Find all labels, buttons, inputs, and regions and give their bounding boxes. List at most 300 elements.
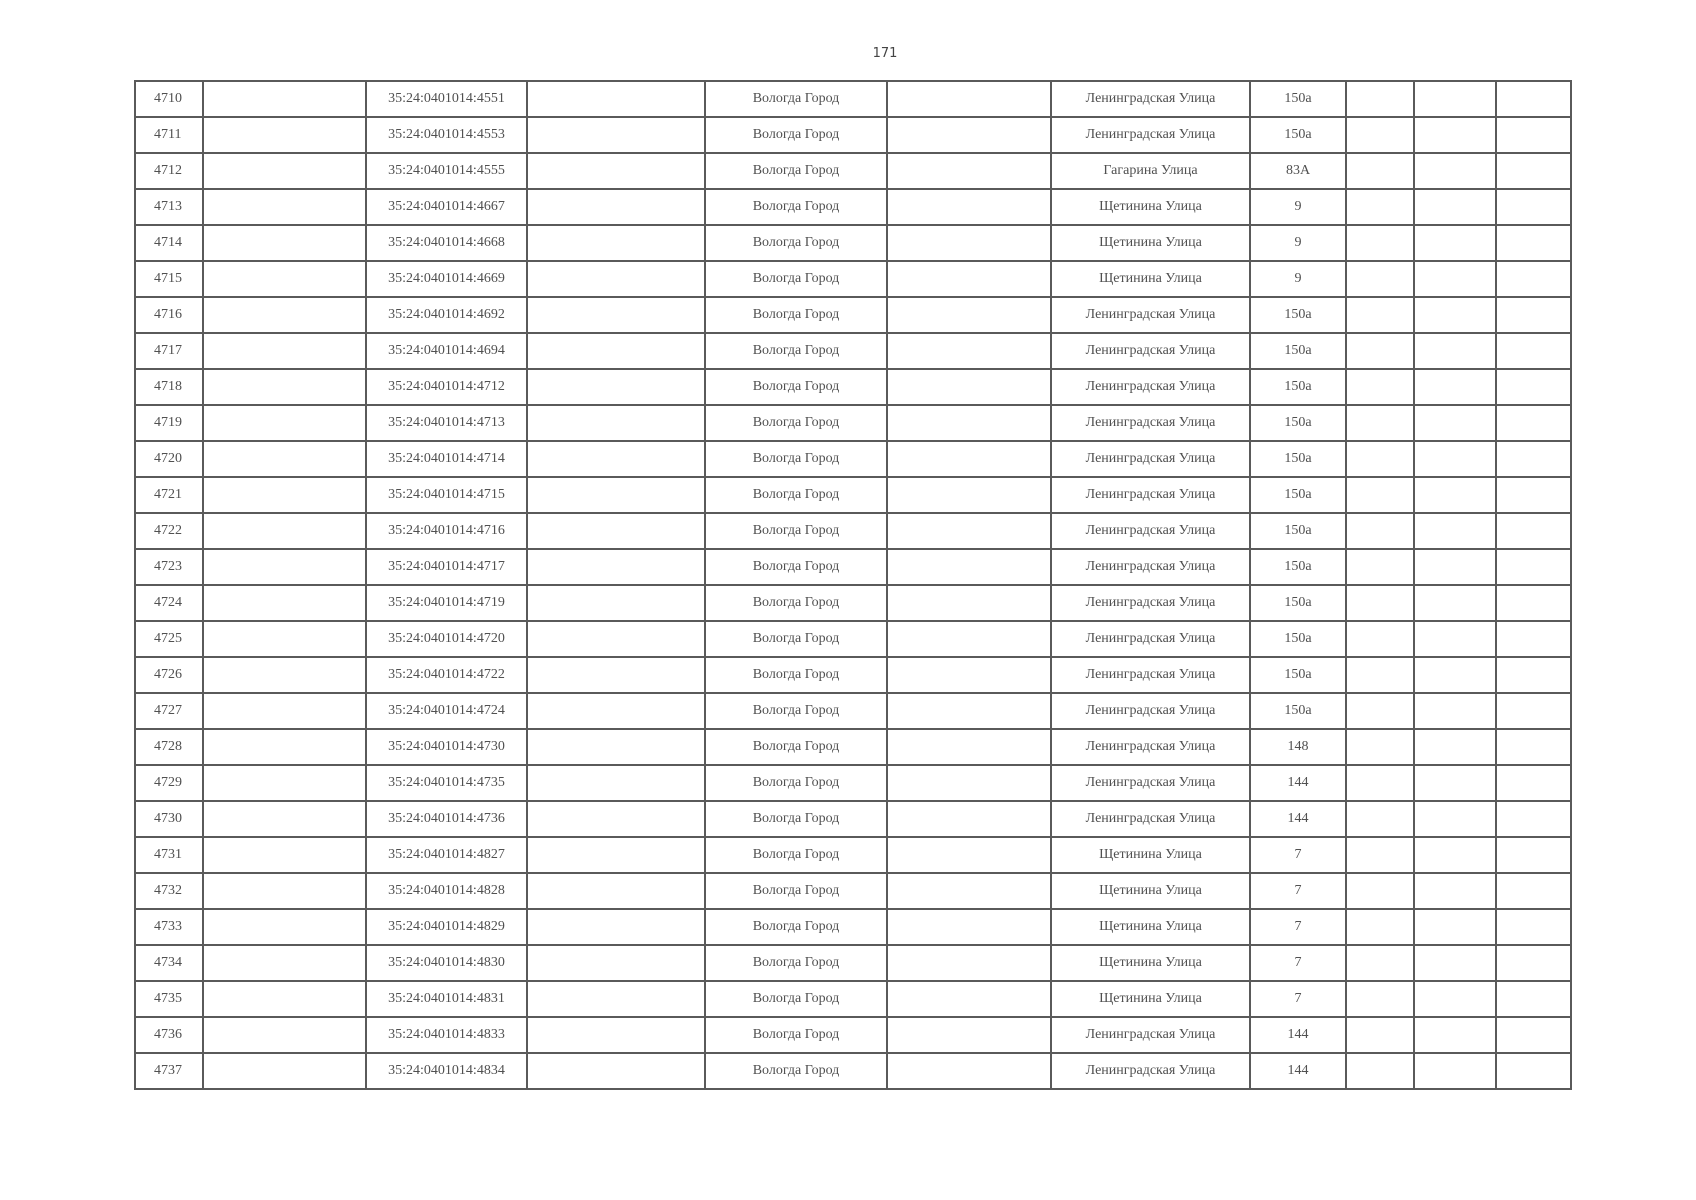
cadastral-number-cell: 35:24:0401014:4722 — [366, 657, 527, 693]
table-row — [135, 693, 1571, 729]
city-cell: Вологда Город — [705, 981, 887, 1017]
empty-cell — [1346, 981, 1414, 1017]
cadastral-number-cell: 35:24:0401014:4730 — [366, 729, 527, 765]
house-number-cell: 150а — [1250, 549, 1346, 585]
empty-cell — [1414, 405, 1496, 441]
empty-cell — [527, 441, 705, 477]
empty-cell — [1414, 801, 1496, 837]
street-cell: Щетинина Улица — [1051, 225, 1250, 261]
empty-cell — [1496, 909, 1571, 945]
house-number-cell: 150а — [1250, 297, 1346, 333]
cadastral-number-cell: 35:24:0401014:4692 — [366, 297, 527, 333]
empty-cell — [887, 297, 1051, 333]
city-cell: Вологда Город — [705, 765, 887, 801]
empty-cell — [203, 369, 366, 405]
empty-cell — [1346, 693, 1414, 729]
empty-cell — [887, 549, 1051, 585]
empty-cell — [1414, 225, 1496, 261]
city-cell: Вологда Город — [705, 729, 887, 765]
table-row — [135, 765, 1571, 801]
empty-cell — [203, 909, 366, 945]
empty-cell — [1346, 441, 1414, 477]
cadastral-number-cell: 35:24:0401014:4555 — [366, 153, 527, 189]
empty-cell — [1496, 405, 1571, 441]
city-cell: Вологда Город — [705, 333, 887, 369]
empty-cell — [887, 441, 1051, 477]
table-row — [135, 189, 1571, 225]
empty-cell — [1346, 945, 1414, 981]
empty-cell — [887, 189, 1051, 225]
empty-cell — [203, 873, 366, 909]
empty-cell — [1414, 945, 1496, 981]
table-row — [135, 81, 1571, 117]
table-row — [135, 549, 1571, 585]
empty-cell — [203, 189, 366, 225]
table-row — [135, 729, 1571, 765]
cadastral-number-cell: 35:24:0401014:4669 — [366, 261, 527, 297]
empty-cell — [1414, 81, 1496, 117]
house-number-cell: 150а — [1250, 693, 1346, 729]
empty-cell — [1414, 153, 1496, 189]
city-cell: Вологда Город — [705, 513, 887, 549]
cadastral-number-cell: 35:24:0401014:4716 — [366, 513, 527, 549]
empty-cell — [1414, 909, 1496, 945]
street-cell: Щетинина Улица — [1051, 873, 1250, 909]
empty-cell — [1496, 369, 1571, 405]
empty-cell — [1346, 153, 1414, 189]
house-number-cell: 150а — [1250, 621, 1346, 657]
empty-cell — [887, 1017, 1051, 1053]
cadastral-number-cell: 35:24:0401014:4735 — [366, 765, 527, 801]
empty-cell — [1346, 117, 1414, 153]
empty-cell — [527, 585, 705, 621]
empty-cell — [887, 765, 1051, 801]
city-cell: Вологда Город — [705, 909, 887, 945]
house-number-cell: 144 — [1250, 801, 1346, 837]
empty-cell — [203, 153, 366, 189]
row-number-cell: 4729 — [135, 765, 203, 801]
table-row — [135, 945, 1571, 981]
registry-body — [135, 81, 1571, 1089]
empty-cell — [203, 693, 366, 729]
empty-cell — [887, 225, 1051, 261]
empty-cell — [1414, 693, 1496, 729]
empty-cell — [527, 333, 705, 369]
empty-cell — [1346, 873, 1414, 909]
empty-cell — [1346, 549, 1414, 585]
empty-cell — [527, 873, 705, 909]
street-cell: Ленинградская Улица — [1051, 333, 1250, 369]
empty-cell — [1414, 621, 1496, 657]
street-cell: Ленинградская Улица — [1051, 585, 1250, 621]
table-row — [135, 873, 1571, 909]
empty-cell — [527, 981, 705, 1017]
table-row — [135, 117, 1571, 153]
empty-cell — [203, 225, 366, 261]
table-row — [135, 261, 1571, 297]
table-row — [135, 837, 1571, 873]
empty-cell — [887, 621, 1051, 657]
empty-cell — [1496, 333, 1571, 369]
empty-cell — [203, 981, 366, 1017]
empty-cell — [1414, 549, 1496, 585]
table-row — [135, 909, 1571, 945]
empty-cell — [887, 729, 1051, 765]
street-cell: Ленинградская Улица — [1051, 1017, 1250, 1053]
empty-cell — [1414, 1053, 1496, 1089]
street-cell: Ленинградская Улица — [1051, 369, 1250, 405]
empty-cell — [203, 333, 366, 369]
city-cell: Вологда Город — [705, 693, 887, 729]
empty-cell — [1346, 585, 1414, 621]
street-cell: Гагарина Улица — [1051, 153, 1250, 189]
table-row — [135, 369, 1571, 405]
empty-cell — [527, 405, 705, 441]
empty-cell — [527, 225, 705, 261]
house-number-cell: 144 — [1250, 765, 1346, 801]
empty-cell — [1414, 981, 1496, 1017]
empty-cell — [527, 765, 705, 801]
street-cell: Щетинина Улица — [1051, 981, 1250, 1017]
row-number-cell: 4722 — [135, 513, 203, 549]
cadastral-number-cell: 35:24:0401014:4829 — [366, 909, 527, 945]
table-row — [135, 297, 1571, 333]
empty-cell — [1414, 657, 1496, 693]
cadastral-number-cell: 35:24:0401014:4720 — [366, 621, 527, 657]
house-number-cell: 9 — [1250, 261, 1346, 297]
city-cell: Вологда Город — [705, 657, 887, 693]
row-number-cell: 4723 — [135, 549, 203, 585]
street-cell: Ленинградская Улица — [1051, 621, 1250, 657]
empty-cell — [527, 81, 705, 117]
cadastral-number-cell: 35:24:0401014:4831 — [366, 981, 527, 1017]
empty-cell — [1346, 333, 1414, 369]
street-cell: Щетинина Улица — [1051, 837, 1250, 873]
house-number-cell: 150а — [1250, 477, 1346, 513]
city-cell: Вологда Город — [705, 873, 887, 909]
empty-cell — [887, 1053, 1051, 1089]
city-cell: Вологда Город — [705, 225, 887, 261]
table-row — [135, 1053, 1571, 1089]
empty-cell — [203, 405, 366, 441]
empty-cell — [1346, 477, 1414, 513]
table-row — [135, 621, 1571, 657]
empty-cell — [887, 405, 1051, 441]
cadastral-number-cell: 35:24:0401014:4712 — [366, 369, 527, 405]
house-number-cell: 150а — [1250, 405, 1346, 441]
empty-cell — [527, 837, 705, 873]
empty-cell — [527, 693, 705, 729]
house-number-cell: 150а — [1250, 585, 1346, 621]
empty-cell — [1496, 873, 1571, 909]
empty-cell — [1346, 621, 1414, 657]
empty-cell — [1346, 225, 1414, 261]
empty-cell — [1414, 513, 1496, 549]
page-number: 171 — [872, 46, 898, 61]
empty-cell — [887, 981, 1051, 1017]
empty-cell — [887, 153, 1051, 189]
street-cell: Ленинградская Улица — [1051, 81, 1250, 117]
empty-cell — [887, 873, 1051, 909]
house-number-cell: 9 — [1250, 189, 1346, 225]
empty-cell — [203, 657, 366, 693]
empty-cell — [1346, 369, 1414, 405]
house-number-cell: 148 — [1250, 729, 1346, 765]
empty-cell — [1496, 189, 1571, 225]
cadastral-number-cell: 35:24:0401014:4713 — [366, 405, 527, 441]
empty-cell — [527, 297, 705, 333]
table-row — [135, 657, 1571, 693]
empty-cell — [527, 909, 705, 945]
empty-cell — [1496, 297, 1571, 333]
cadastral-number-cell: 35:24:0401014:4736 — [366, 801, 527, 837]
empty-cell — [203, 117, 366, 153]
row-number-cell: 4711 — [135, 117, 203, 153]
empty-cell — [527, 477, 705, 513]
cadastral-number-cell: 35:24:0401014:4714 — [366, 441, 527, 477]
empty-cell — [887, 513, 1051, 549]
empty-cell — [1496, 945, 1571, 981]
cadastral-number-cell: 35:24:0401014:4828 — [366, 873, 527, 909]
row-number-cell: 4728 — [135, 729, 203, 765]
city-cell: Вологда Город — [705, 81, 887, 117]
city-cell: Вологда Город — [705, 837, 887, 873]
empty-cell — [1346, 657, 1414, 693]
table-row — [135, 801, 1571, 837]
empty-cell — [1346, 189, 1414, 225]
table-row — [135, 1017, 1571, 1053]
table-row — [135, 513, 1571, 549]
house-number-cell: 9 — [1250, 225, 1346, 261]
row-number-cell: 4724 — [135, 585, 203, 621]
house-number-cell: 7 — [1250, 981, 1346, 1017]
empty-cell — [527, 369, 705, 405]
empty-cell — [1414, 261, 1496, 297]
cadastral-number-cell: 35:24:0401014:4724 — [366, 693, 527, 729]
empty-cell — [887, 477, 1051, 513]
empty-cell — [203, 945, 366, 981]
empty-cell — [203, 549, 366, 585]
cadastral-number-cell: 35:24:0401014:4717 — [366, 549, 527, 585]
empty-cell — [527, 189, 705, 225]
house-number-cell: 83А — [1250, 153, 1346, 189]
empty-cell — [527, 657, 705, 693]
house-number-cell: 150а — [1250, 657, 1346, 693]
row-number-cell: 4713 — [135, 189, 203, 225]
table-row — [135, 981, 1571, 1017]
empty-cell — [1346, 405, 1414, 441]
empty-cell — [1496, 981, 1571, 1017]
empty-cell — [1414, 333, 1496, 369]
empty-cell — [1414, 297, 1496, 333]
street-cell: Ленинградская Улица — [1051, 117, 1250, 153]
empty-cell — [1346, 1017, 1414, 1053]
street-cell: Ленинградская Улица — [1051, 441, 1250, 477]
empty-cell — [1496, 1017, 1571, 1053]
empty-cell — [1496, 225, 1571, 261]
empty-cell — [1496, 477, 1571, 513]
house-number-cell: 7 — [1250, 873, 1346, 909]
street-cell: Ленинградская Улица — [1051, 729, 1250, 765]
table-row — [135, 441, 1571, 477]
empty-cell — [527, 1017, 705, 1053]
empty-cell — [887, 693, 1051, 729]
house-number-cell: 150а — [1250, 333, 1346, 369]
house-number-cell: 7 — [1250, 837, 1346, 873]
cadastral-number-cell: 35:24:0401014:4719 — [366, 585, 527, 621]
house-number-cell: 150а — [1250, 117, 1346, 153]
street-cell: Ленинградская Улица — [1051, 693, 1250, 729]
table-row — [135, 153, 1571, 189]
empty-cell — [1414, 477, 1496, 513]
street-cell: Ленинградская Улица — [1051, 1053, 1250, 1089]
empty-cell — [1496, 837, 1571, 873]
city-cell: Вологда Город — [705, 261, 887, 297]
street-cell: Щетинина Улица — [1051, 909, 1250, 945]
empty-cell — [203, 729, 366, 765]
table-row — [135, 585, 1571, 621]
table-row — [135, 333, 1571, 369]
empty-cell — [1496, 81, 1571, 117]
empty-cell — [203, 837, 366, 873]
cadastral-number-cell: 35:24:0401014:4834 — [366, 1053, 527, 1089]
street-cell: Ленинградская Улица — [1051, 765, 1250, 801]
empty-cell — [1346, 1053, 1414, 1089]
street-cell: Щетинина Улица — [1051, 945, 1250, 981]
row-number-cell: 4712 — [135, 153, 203, 189]
empty-cell — [887, 81, 1051, 117]
street-cell: Ленинградская Улица — [1051, 801, 1250, 837]
empty-cell — [887, 261, 1051, 297]
empty-cell — [527, 729, 705, 765]
empty-cell — [203, 765, 366, 801]
row-number-cell: 4721 — [135, 477, 203, 513]
empty-cell — [1346, 765, 1414, 801]
empty-cell — [203, 441, 366, 477]
empty-cell — [1496, 693, 1571, 729]
cadastral-number-cell: 35:24:0401014:4694 — [366, 333, 527, 369]
row-number-cell: 4734 — [135, 945, 203, 981]
cadastral-number-cell: 35:24:0401014:4833 — [366, 1017, 527, 1053]
row-number-cell: 4714 — [135, 225, 203, 261]
empty-cell — [887, 117, 1051, 153]
cadastral-number-cell: 35:24:0401014:4715 — [366, 477, 527, 513]
empty-cell — [1346, 81, 1414, 117]
empty-cell — [203, 1017, 366, 1053]
empty-cell — [1496, 729, 1571, 765]
empty-cell — [1346, 513, 1414, 549]
row-number-cell: 4726 — [135, 657, 203, 693]
row-number-cell: 4717 — [135, 333, 203, 369]
empty-cell — [203, 1053, 366, 1089]
empty-cell — [887, 585, 1051, 621]
empty-cell — [1414, 117, 1496, 153]
empty-cell — [1346, 261, 1414, 297]
empty-cell — [203, 261, 366, 297]
city-cell: Вологда Город — [705, 585, 887, 621]
house-number-cell: 150а — [1250, 369, 1346, 405]
street-cell: Ленинградская Улица — [1051, 549, 1250, 585]
cadastral-number-cell: 35:24:0401014:4551 — [366, 81, 527, 117]
empty-cell — [887, 333, 1051, 369]
empty-cell — [887, 369, 1051, 405]
empty-cell — [887, 945, 1051, 981]
empty-cell — [1346, 801, 1414, 837]
empty-cell — [527, 1053, 705, 1089]
empty-cell — [1414, 873, 1496, 909]
empty-cell — [1496, 441, 1571, 477]
city-cell: Вологда Город — [705, 549, 887, 585]
empty-cell — [887, 909, 1051, 945]
empty-cell — [527, 945, 705, 981]
row-number-cell: 4720 — [135, 441, 203, 477]
empty-cell — [203, 801, 366, 837]
empty-cell — [527, 117, 705, 153]
row-number-cell: 4725 — [135, 621, 203, 657]
empty-cell — [527, 621, 705, 657]
empty-cell — [1496, 153, 1571, 189]
empty-cell — [203, 81, 366, 117]
empty-cell — [203, 621, 366, 657]
cadastral-number-cell: 35:24:0401014:4830 — [366, 945, 527, 981]
street-cell: Ленинградская Улица — [1051, 657, 1250, 693]
row-number-cell: 4737 — [135, 1053, 203, 1089]
row-number-cell: 4730 — [135, 801, 203, 837]
row-number-cell: 4733 — [135, 909, 203, 945]
cadastral-number-cell: 35:24:0401014:4667 — [366, 189, 527, 225]
street-cell: Ленинградская Улица — [1051, 297, 1250, 333]
street-cell: Щетинина Улица — [1051, 189, 1250, 225]
row-number-cell: 4731 — [135, 837, 203, 873]
empty-cell — [1414, 837, 1496, 873]
house-number-cell: 7 — [1250, 945, 1346, 981]
empty-cell — [1496, 261, 1571, 297]
street-cell: Ленинградская Улица — [1051, 477, 1250, 513]
empty-cell — [1496, 657, 1571, 693]
city-cell: Вологда Город — [705, 621, 887, 657]
city-cell: Вологда Город — [705, 117, 887, 153]
table-row — [135, 477, 1571, 513]
row-number-cell: 4715 — [135, 261, 203, 297]
table-row — [135, 225, 1571, 261]
city-cell: Вологда Город — [705, 441, 887, 477]
empty-cell — [203, 585, 366, 621]
empty-cell — [1496, 765, 1571, 801]
empty-cell — [1496, 1053, 1571, 1089]
empty-cell — [1346, 729, 1414, 765]
city-cell: Вологда Город — [705, 801, 887, 837]
row-number-cell: 4718 — [135, 369, 203, 405]
empty-cell — [527, 513, 705, 549]
empty-cell — [1496, 513, 1571, 549]
house-number-cell: 7 — [1250, 909, 1346, 945]
empty-cell — [1414, 189, 1496, 225]
row-number-cell: 4735 — [135, 981, 203, 1017]
empty-cell — [1346, 837, 1414, 873]
cadastral-number-cell: 35:24:0401014:4668 — [366, 225, 527, 261]
row-number-cell: 4736 — [135, 1017, 203, 1053]
row-number-cell: 4710 — [135, 81, 203, 117]
street-cell: Ленинградская Улица — [1051, 405, 1250, 441]
empty-cell — [1414, 1017, 1496, 1053]
row-number-cell: 4732 — [135, 873, 203, 909]
empty-cell — [1414, 765, 1496, 801]
row-number-cell: 4727 — [135, 693, 203, 729]
cadastral-number-cell: 35:24:0401014:4827 — [366, 837, 527, 873]
empty-cell — [1346, 909, 1414, 945]
city-cell: Вологда Город — [705, 405, 887, 441]
row-number-cell: 4719 — [135, 405, 203, 441]
